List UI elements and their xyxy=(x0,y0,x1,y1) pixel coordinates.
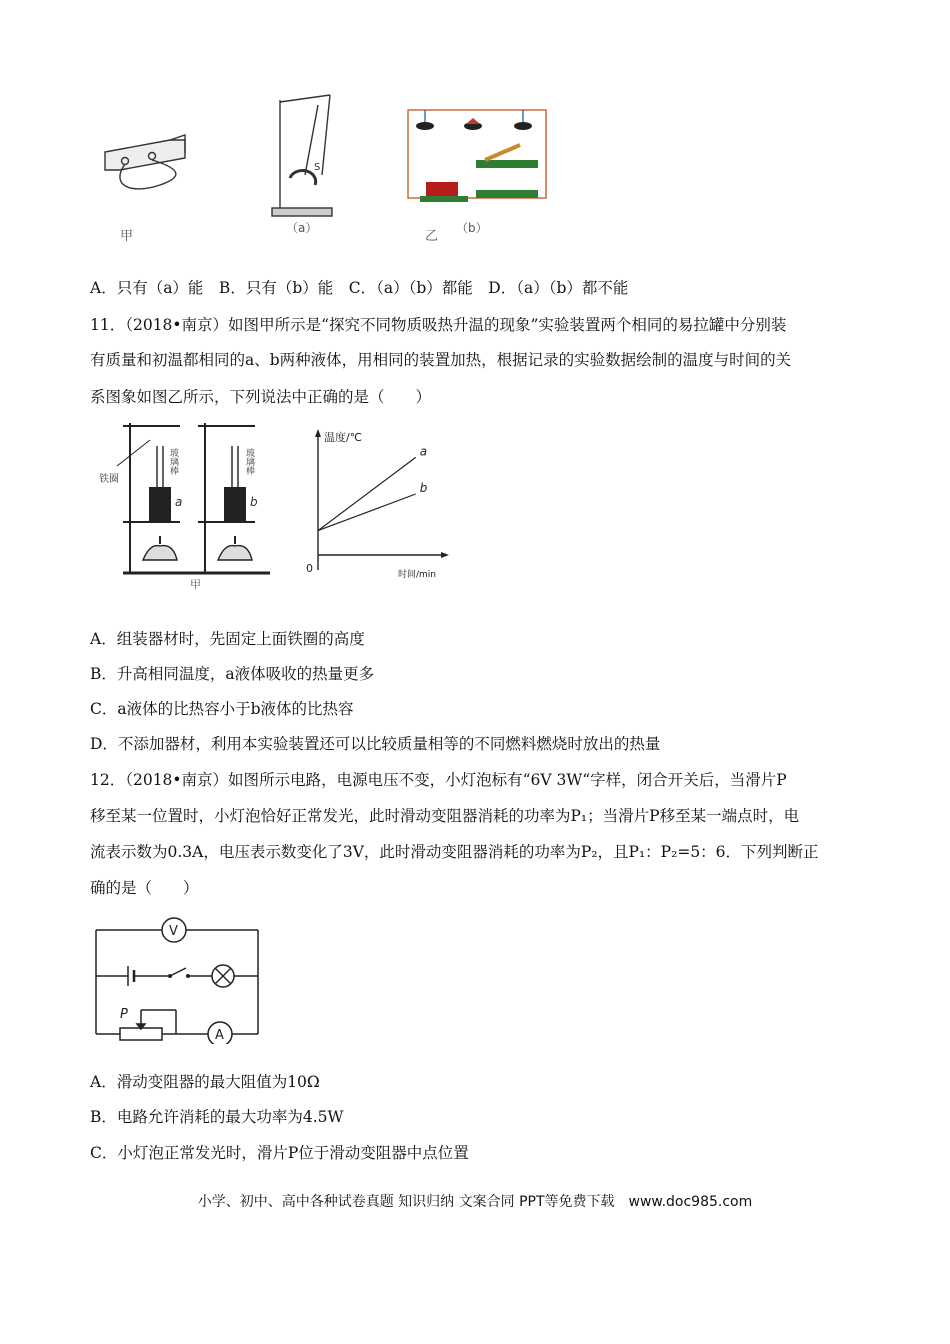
q11-label-a: a xyxy=(175,495,183,509)
q10-fig-b xyxy=(408,110,546,202)
q11-chart xyxy=(300,425,460,585)
q10-options: A．只有（a）能 B．只有（b）能 C．（a）（b）都能 D．（a）（b）都不能 xyxy=(90,279,629,297)
q11-chart-series-a xyxy=(318,457,416,530)
q11-chart-series-a-label: a xyxy=(419,444,428,459)
q12-stem-line-4: 确的是（ ） xyxy=(90,879,199,897)
q11-label-b: b xyxy=(250,495,258,509)
q12-circuit xyxy=(90,908,270,1044)
q11-label-rod-left: 玻璃棒 xyxy=(168,448,178,475)
q10-label-b: （b） xyxy=(456,221,488,235)
q10-label-yi: 乙 xyxy=(425,229,439,244)
q10-s-label: S xyxy=(314,162,321,173)
q12-voltmeter-label: V xyxy=(169,924,178,939)
q11-chart-x-arrow xyxy=(441,552,449,558)
q11-stem-line-1: 11．（2018•南京）如图甲所示是“探究不同物质吸热升温的现象”实验装置两个相同的易拉罐中分别装 xyxy=(90,316,787,334)
q10-fig-a xyxy=(272,95,332,216)
page-footer: 小学、初中、高中各种试卷真题 知识归纳 文案合同 PPT等免费下载 www.doc985.com xyxy=(197,1194,753,1210)
q11-option-b: B．升高相同温度，a液体吸收的热量更多 xyxy=(90,665,375,683)
q11-chart-xlabel: 时间/min xyxy=(398,570,437,580)
q12-switch-contact xyxy=(186,974,190,978)
q12-stem-line-3: 流表示数为0.3A，电压表示数变化了3V，此时滑动变阻器消耗的功率为P₂，且P₁：P₂=5：6．下列判断正 xyxy=(90,843,819,861)
q11-chart-series-b xyxy=(318,494,416,531)
q12-ammeter-label: A xyxy=(215,1028,224,1043)
q12-switch-pivot xyxy=(168,974,172,978)
q12-option-c: C．小灯泡正常发光时，滑片P位于滑动变阻器中点位置 xyxy=(90,1144,469,1162)
q11-chart-origin: 0 xyxy=(306,562,313,575)
q10-label-a: （a） xyxy=(286,221,318,235)
q11-label-jia: 甲 xyxy=(190,578,201,590)
q11-fig-jia xyxy=(95,418,285,590)
q11-label-rod-right: 玻璃棒 xyxy=(244,448,254,475)
q10-fig-jia xyxy=(105,135,185,189)
q11-chart-y-arrow xyxy=(315,429,321,437)
q12-option-b: B．电路允许消耗的最大功率为4.5W xyxy=(90,1108,344,1126)
q11-chart-ylabel: 温度/℃ xyxy=(324,431,363,444)
q11-chart-series-b-label: b xyxy=(419,481,428,495)
q12-stem-line-1: 12．（2018•南京）如图所示电路，电源电压不变，小灯泡标有“6V 3W“字样，闭合开关后，当滑片P xyxy=(90,771,787,789)
q11-stem-line-2: 有质量和初温都相同的a、b两种液体，用相同的装置加热，根据记录的实验数据绘制的温度与时间的关 xyxy=(90,351,792,369)
q11-stem-line-3: 系图象如图乙所示，下列说法中正确的是（ ） xyxy=(90,388,432,406)
q10-label-jia: 甲 xyxy=(120,229,134,244)
q12-stem-line-2: 移至某一位置时，小灯泡恰好正常发光，此时滑动变阻器消耗的功率为P₁；当滑片P移至某一端点时，电 xyxy=(90,807,800,825)
q11-option-c: C．a液体的比热容小于b液体的比热容 xyxy=(90,700,354,718)
q10-figures xyxy=(90,90,560,250)
q11-option-d: D．不添加器材，利用本实验装置还可以比较质量相等的不同燃料燃烧时放出的热量 xyxy=(90,735,661,753)
q12-slider-label: P xyxy=(120,1007,128,1022)
q11-label-iron-ring: 铁圈 xyxy=(99,474,119,485)
q12-option-a: A．滑动变阻器的最大阻值为10Ω xyxy=(90,1073,320,1091)
q11-option-a: A．组装器材时，先固定上面铁圈的高度 xyxy=(90,630,365,648)
